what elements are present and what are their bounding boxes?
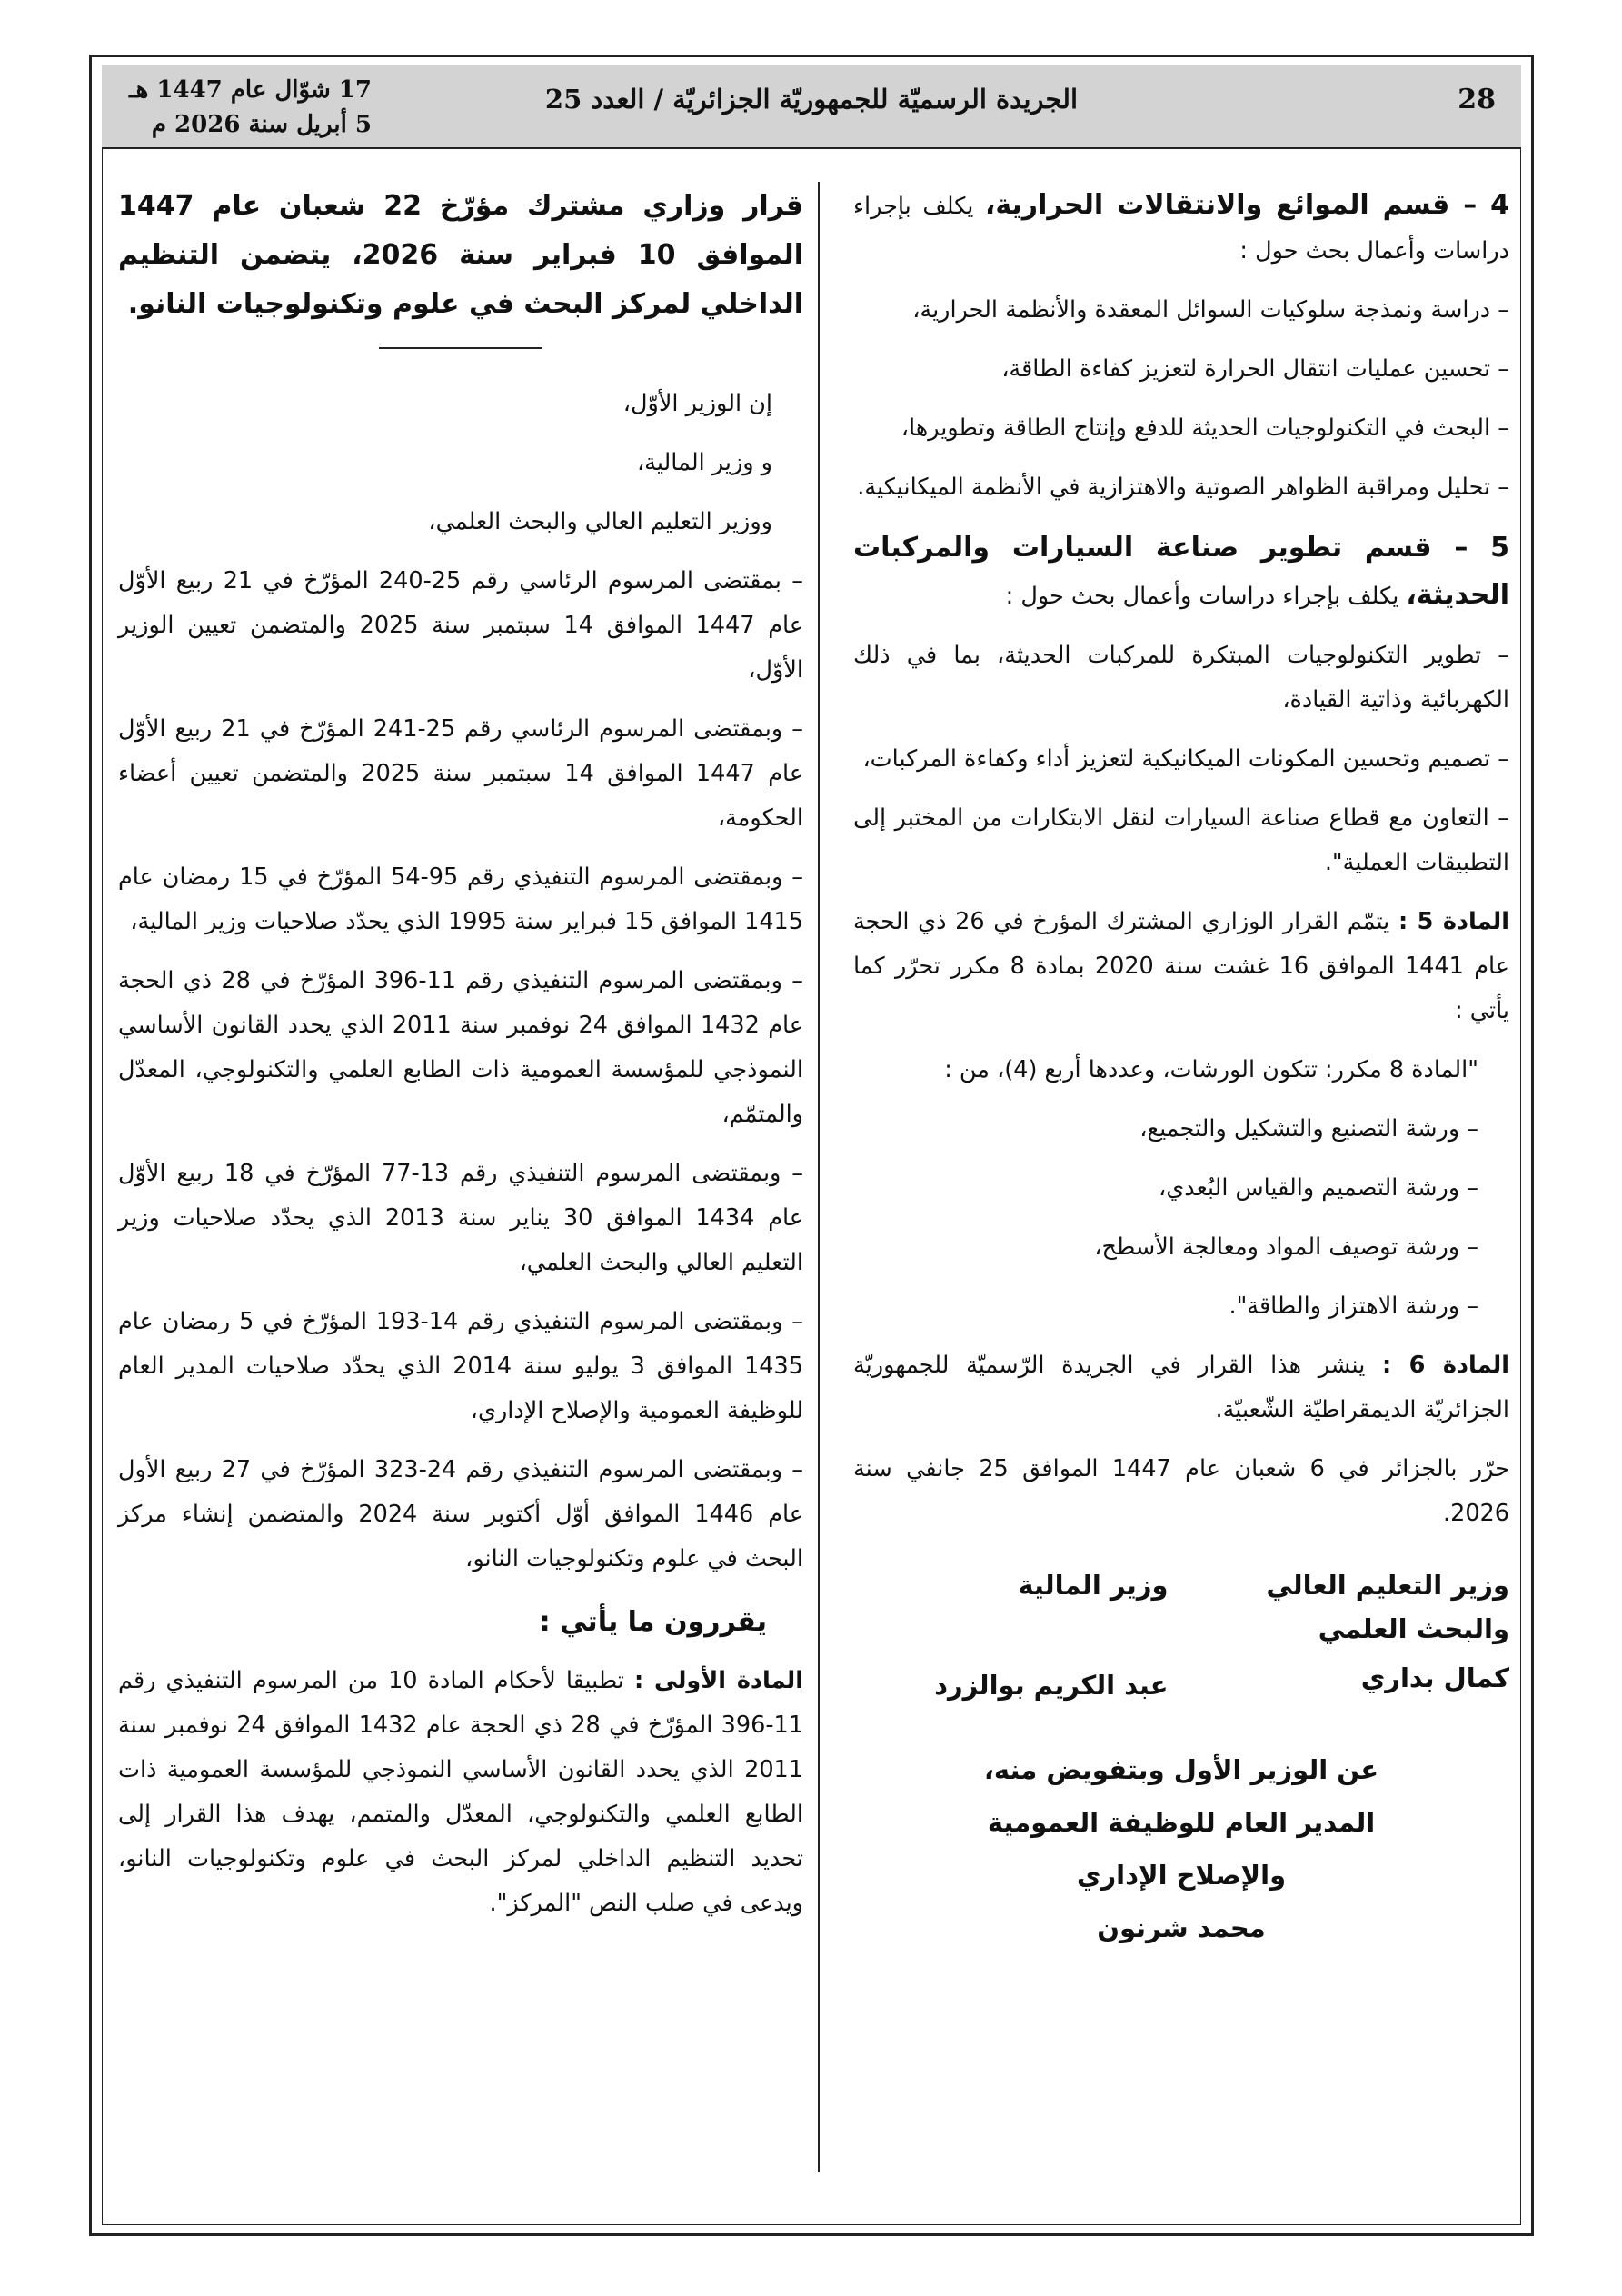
- right-column: [853, 182, 1509, 2187]
- section-4-text: يكلف بإجراء دراسات وأعمال بحث حول :: [853, 193, 1509, 265]
- signature-finance: [853, 1563, 1169, 1707]
- consideration: – وبمقتضى المرسوم الرئاسي رقم 25-241 المؤرّخ في 21 ربيع الأوّل عام 1447 الموافق 14 سبتمبر سنة 2025 والمتضمن تعيين أعضاء الحكومة،: [118, 715, 804, 832]
- article-1-text: تطبيقا لأحكام المادة 10 من المرسوم التنفيذي رقم 11-396 المؤرّخ في 28 ذي الحجة عام 1432 الموافق 24 نوفمبر سنة 2011 الذي يحدد القانون الأساسي النموذجي للمؤسسة العمومية ذات الطابع العلمي والتكنولوجي، المعدّل والمتمم، يهدف هذا القرار إلى تحديد التنظيم الداخلي لمركز البحث في علوم وتكنولوجيات النانو، ويدعى في صلب النص "المركز".: [118, 1667, 803, 1917]
- consideration: – وبمقتضى المرسوم التنفيذي رقم 24-323 المؤرّخ في 27 ربيع الأول عام 1446 الموافق أوّل أكتوبر سنة 2024 والمتضمن إنشاء مركز البحث في علوم وتكنولوجيات النانو،: [118, 1456, 804, 1572]
- section-4-item: – البحث في التكنولوجيات الحديثة للدفع وإنتاج الطاقة وتطويرها،: [901, 414, 1509, 442]
- section-5-item: – التعاون مع قطاع صناعة السيارات لنقل الابتكارات من المختبر إلى التطبيقات العملية".: [853, 804, 1509, 876]
- gazette-title: الجريدة الرسميّة للجمهوريّة الجزائريّة / العدد 25: [544, 84, 1079, 115]
- section-4-item: – تحليل ومراقبة الظواهر الصوتية والاهتزازية في الأنظمة الميكانيكية.: [857, 474, 1509, 501]
- page-header: [102, 65, 1521, 149]
- section-5-text: يكلف بإجراء دراسات وأعمال بحث حول :: [1005, 583, 1407, 610]
- signatures: [853, 1563, 1509, 1707]
- section-5-item: – تصميم وتحسين المكونات الميكانيكية لتعزيز أداء وكفاءة المركبات،: [862, 745, 1509, 773]
- signatory-name: كمال بداري: [1360, 1662, 1509, 1693]
- delegation-name: محمد شرنون: [1097, 1912, 1266, 1943]
- signature-higher-education: [1194, 1563, 1509, 1707]
- column-divider: [818, 182, 820, 2172]
- section-4-item: – دراسة ونمذجة سلوكيات السوائل المعقدة والأنظمة الحرارية،: [912, 296, 1509, 324]
- consideration: – بمقتضى المرسوم الرئاسي رقم 25-240 المؤرّخ في 21 ربيع الأوّل عام 1447 الموافق 14 سبتمبر سنة 2025 والمتضمن تعيين الوزير الأوّل،: [118, 567, 803, 684]
- consideration: – وبمقتضى المرسوم التنفيذي رقم 13-77 المؤرّخ في 18 ربيع الأوّل عام 1434 الموافق 30 يناير سنة 2013 الذي يحدّد صلاحيات وزير التعليم العالي والبحث العلمي،: [118, 1160, 803, 1276]
- workshop-item: – ورشة الاهتزاز والطاقة".: [1229, 1293, 1478, 1320]
- delegation-line: المدير العام للوظيفة العمومية: [987, 1807, 1376, 1838]
- consideration: – وبمقتضى المرسوم التنفيذي رقم 95-54 المؤرّخ في 15 رمضان عام 1415 الموافق 15 فبراير سنة 1995 الذي يحدّد صلاحيات وزير المالية،: [118, 863, 803, 935]
- article-6-text: ينشر هذا القرار في الجريدة الرّسميّة للجمهوريّة الجزائريّة الديمقراطيّة الشّعبيّة.: [853, 1352, 1509, 1423]
- article-8-bis-intro: "المادة 8 مكرر: تتكون الورشات، وعددها أربع (4)، من :: [944, 1056, 1478, 1083]
- article-1: [118, 1659, 803, 1926]
- article-5: [853, 900, 1509, 1033]
- section-5-item: – تطوير التكنولوجيات المبتكرة للمركبات الحديثة، بما في ذلك الكهربائية وذاتية القيادة،: [853, 642, 1509, 714]
- delegation-line: والإصلاح الإداري: [1076, 1860, 1287, 1891]
- consideration: – وبمقتضى المرسوم التنفيذي رقم 14-193 المؤرّخ في 5 رمضان عام 1435 الموافق 3 يوليو سنة 2014 الذي يحدّد صلاحيات المدير العام للوظيفة العمومية والإصلاح الإداري،: [118, 1308, 803, 1424]
- workshop-item: – ورشة التصميم والقياس البُعدي،: [1159, 1174, 1478, 1202]
- article-1-label: المادة الأولى :: [633, 1667, 803, 1694]
- section-4-item: – تحسين عمليات انتقال الحرارة لتعزيز كفاءة الطاقة،: [1001, 355, 1509, 383]
- section-4: [853, 182, 1509, 274]
- delegation-block: [853, 1743, 1509, 1954]
- title-separator: [379, 347, 542, 349]
- article-5-label: المادة 5 :: [1398, 908, 1509, 935]
- resolution-heading: يقررون ما يأتي :: [539, 1606, 767, 1638]
- date-hijri: 17 شوّال عام 1447 هـ: [129, 76, 372, 104]
- workshop-item: – ورشة التصنيع والتشكيل والتجميع،: [1139, 1115, 1478, 1143]
- consideration: – وبمقتضى المرسوم التنفيذي رقم 11-396 المؤرّخ في 28 ذي الحجة عام 1432 الموافق 24 نوفمبر سنة 2011 الذي يحدد القانون الأساسي النموذجي للمؤسسة العمومية ذات الطابع العلمي والتكنولوجي، المعدّل والمتمّم،: [118, 967, 803, 1128]
- addressee: و وزير المالية،: [636, 449, 772, 476]
- section-5: [853, 524, 1509, 619]
- signatory-title: وزير التعليم العالي والبحث العلمي: [1266, 1570, 1509, 1644]
- delegation-line: عن الوزير الأول وبتفويض منه،: [983, 1754, 1379, 1785]
- signatory-name: عبد الكريم بوالزرد: [934, 1670, 1169, 1701]
- addressee: ووزير التعليم العالي والبحث العلمي،: [428, 508, 772, 535]
- date-gregorian: 5 أبريل سنة 2026 م: [151, 111, 372, 138]
- section-5-title: 5 – قسم تطوير صناعة السيارات والمركبات الحديثة،: [853, 532, 1509, 611]
- signatory-title: وزير المالية: [1018, 1570, 1169, 1601]
- workshop-item: – ورشة توصيف المواد ومعالجة الأسطح،: [1094, 1233, 1478, 1261]
- article-6-label: المادة 6 :: [1382, 1352, 1509, 1379]
- left-column: [118, 182, 803, 2187]
- section-4-title: 4 – قسم الموائع والانتقالات الحرارية،: [984, 189, 1509, 221]
- header-date: [129, 73, 372, 142]
- addressee: إن الوزير الأوّل،: [622, 390, 772, 417]
- done-at: حرّر بالجزائر في 6 شعبان عام 1447 الموافق 25 جانفي سنة 2026.: [853, 1455, 1510, 1527]
- article-6: [853, 1343, 1509, 1433]
- page-number: 28: [1458, 84, 1496, 115]
- article-5-text: يتمّم القرار الوزاري المشترك المؤرخ في 26 ذي الحجة عام 1441 الموافق 16 غشت سنة 2020 بمادة 8 مكرر تحرّر كما يأتي :: [853, 908, 1509, 1024]
- decision-title: قرار وزاري مشترك مؤرّخ 22 شعبان عام 1447 الموافق 10 فبراير سنة 2026، يتضمن التنظيم الداخلي لمركز البحث في علوم وتكنولوجيات النانو.: [118, 190, 803, 320]
